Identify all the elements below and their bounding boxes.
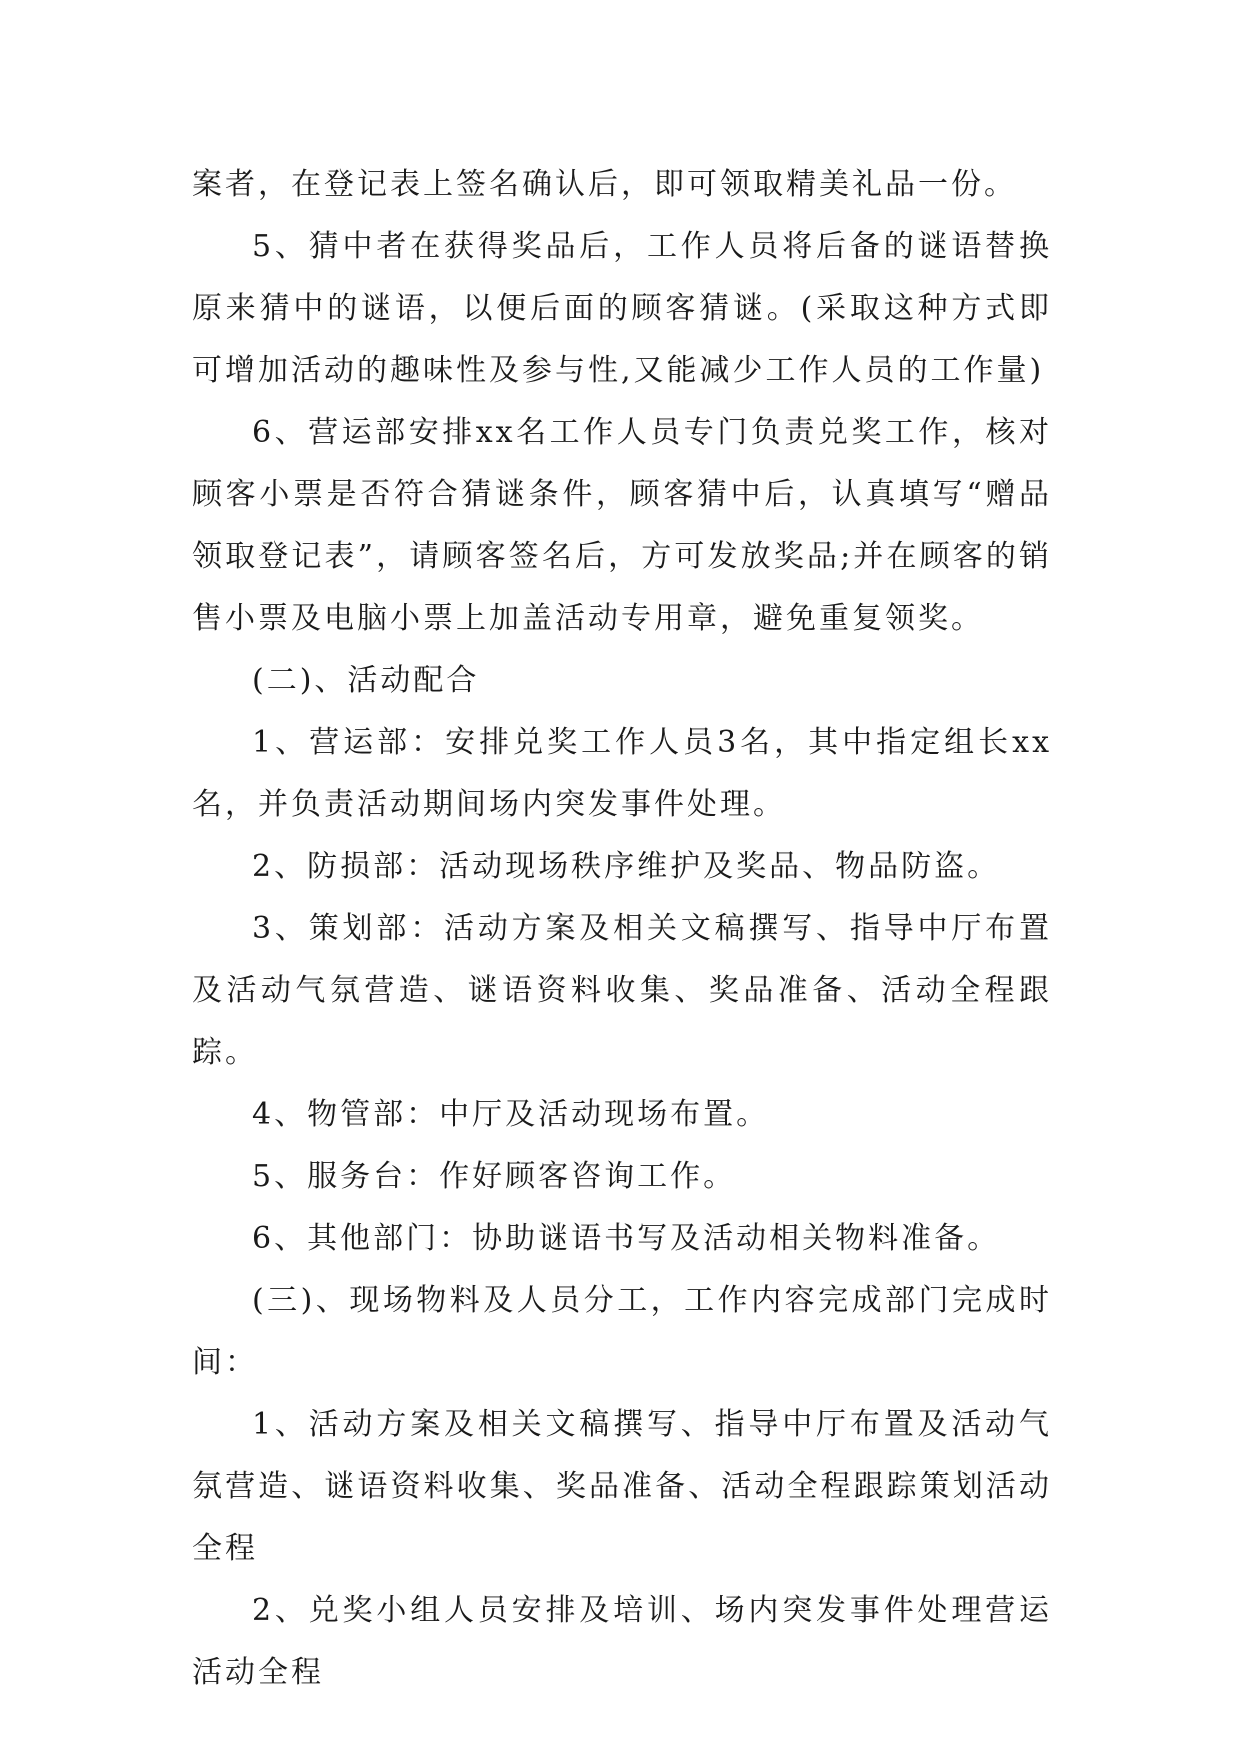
paragraph-9: 5、服务台：作好顾客咨询工作。: [252, 1159, 737, 1194]
paragraph-1: 案者，在登记表上签名确认后，即可领取精美礼品一份。: [192, 167, 1017, 202]
paragraph-13: 2、兑奖小组人员安排及培训、场内突发事件处理营运活动全程: [192, 1593, 1052, 1690]
paragraph-5: 1、营运部：安排兑奖工作人员3名，其中指定组长xx名，并负责活动期间场内突发事件处理。: [192, 725, 1052, 822]
paragraph-6: 2、防损部：活动现场秩序维护及奖品、物品防盗。: [252, 849, 1001, 884]
section-heading-2: (二)、活动配合: [252, 663, 480, 698]
paragraph-3: 6、营运部安排xx名工作人员专门负责兑奖工作，核对顾客小票是否符合猜谜条件，顾客猜中后，认真填写“赠品领取登记表”，请顾客签名后，方可发放奖品;并在顾客的销售小票及电脑小票上加盖活动专用章，避免重复领奖。: [192, 415, 1052, 636]
paragraph-2: 5、猜中者在获得奖品后，工作人员将后备的谜语替换原来猜中的谜语，以便后面的顾客猜谜。(采取这种方式即可增加活动的趣味性及参与性,又能减少工作人员的工作量): [192, 229, 1052, 388]
section-heading-3: (三)、现场物料及人员分工，工作内容完成部门完成时间：: [192, 1283, 1052, 1380]
paragraph-10: 6、其他部门：协助谜语书写及活动相关物料准备。: [252, 1221, 1001, 1256]
document-body: [192, 154, 1052, 1704]
paragraph-8: 4、物管部：中厅及活动现场布置。: [252, 1097, 770, 1132]
paragraph-7: 3、策划部：活动方案及相关文稿撰写、指导中厅布置及活动气氛营造、谜语资料收集、奖品准备、活动全程跟踪。: [192, 911, 1052, 1070]
paragraph-12: 1、活动方案及相关文稿撰写、指导中厅布置及活动气氛营造、谜语资料收集、奖品准备、活动全程跟踪策划活动全程: [192, 1407, 1052, 1566]
